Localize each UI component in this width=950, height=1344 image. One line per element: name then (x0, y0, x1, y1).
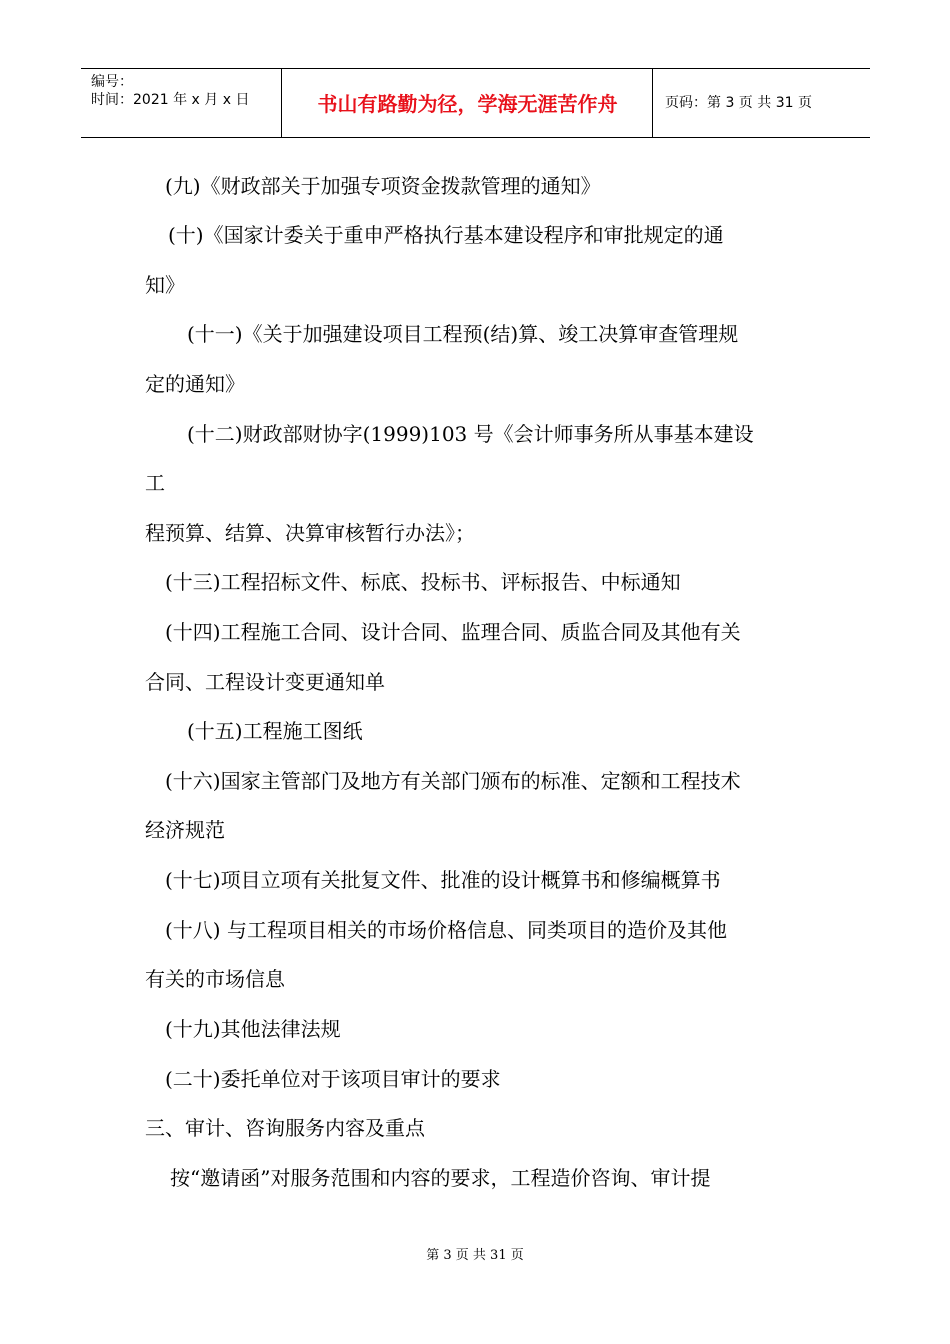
section-heading: 三、审计、咨询服务内容及重点 (145, 1116, 425, 1140)
text-line: 经济规范 (145, 818, 225, 842)
header-motto-cell (282, 69, 653, 137)
header-motto: 书山有路勤为径，学海无涯苦作舟 (317, 92, 618, 116)
text-line: (十八) 与工程项目相关的市场价格信息、同类项目的造价及其他 (165, 918, 727, 942)
header-page-cell (653, 69, 870, 137)
text-line: (十一)《关于加强建设项目工程预(结)算、竣工决算审查管理规 (187, 322, 739, 346)
text-line: (九)《财政部关于加强专项资金拨款管理的通知》 (165, 174, 601, 198)
text-line: (十二)财政部财协字(1999)103 号《会计师事务所从事基本建设 (187, 422, 754, 446)
header-meta-cell (81, 69, 282, 137)
text-line: (十七)项目立项有关批复文件、批准的设计概算书和修编概算书 (165, 868, 721, 892)
document-date-label: 时间：2021 年 x 月 x 日 (91, 92, 250, 108)
text-line: 合同、工程设计变更通知单 (145, 670, 385, 694)
text-line: 按“邀请函”对服务范围和内容的要求，工程造价咨询、审计提 (170, 1166, 711, 1190)
text-line: 工 (145, 471, 165, 495)
document-number-label: 编号： (91, 74, 133, 90)
text-line: 知》 (145, 273, 185, 297)
page-header (81, 68, 870, 138)
text-line: (十)《国家计委关于重申严格执行基本建设程序和审批规定的通 (168, 223, 724, 247)
text-line: (二十)委托单位对于该项目审计的要求 (165, 1067, 501, 1091)
text-line: (十九)其他法律法规 (165, 1017, 341, 1041)
text-line: 程预算、结算、决算审核暂行办法》； (145, 521, 475, 545)
header-page-info: 页码：第 3 页 共 31 页 (665, 95, 812, 111)
page-footer: 第 3 页 共 31 页 (426, 1248, 524, 1263)
text-line: 有关的市场信息 (145, 967, 285, 991)
text-line: (十六)国家主管部门及地方有关部门颁布的标准、定额和工程技术 (165, 769, 741, 793)
text-line: (十五)工程施工图纸 (187, 719, 363, 743)
text-line: 定的通知》 (145, 372, 245, 396)
text-line: (十三)工程招标文件、标底、投标书、评标报告、中标通知 (165, 570, 681, 594)
text-line: (十四)工程施工合同、设计合同、监理合同、质监合同及其他有关 (165, 620, 741, 644)
